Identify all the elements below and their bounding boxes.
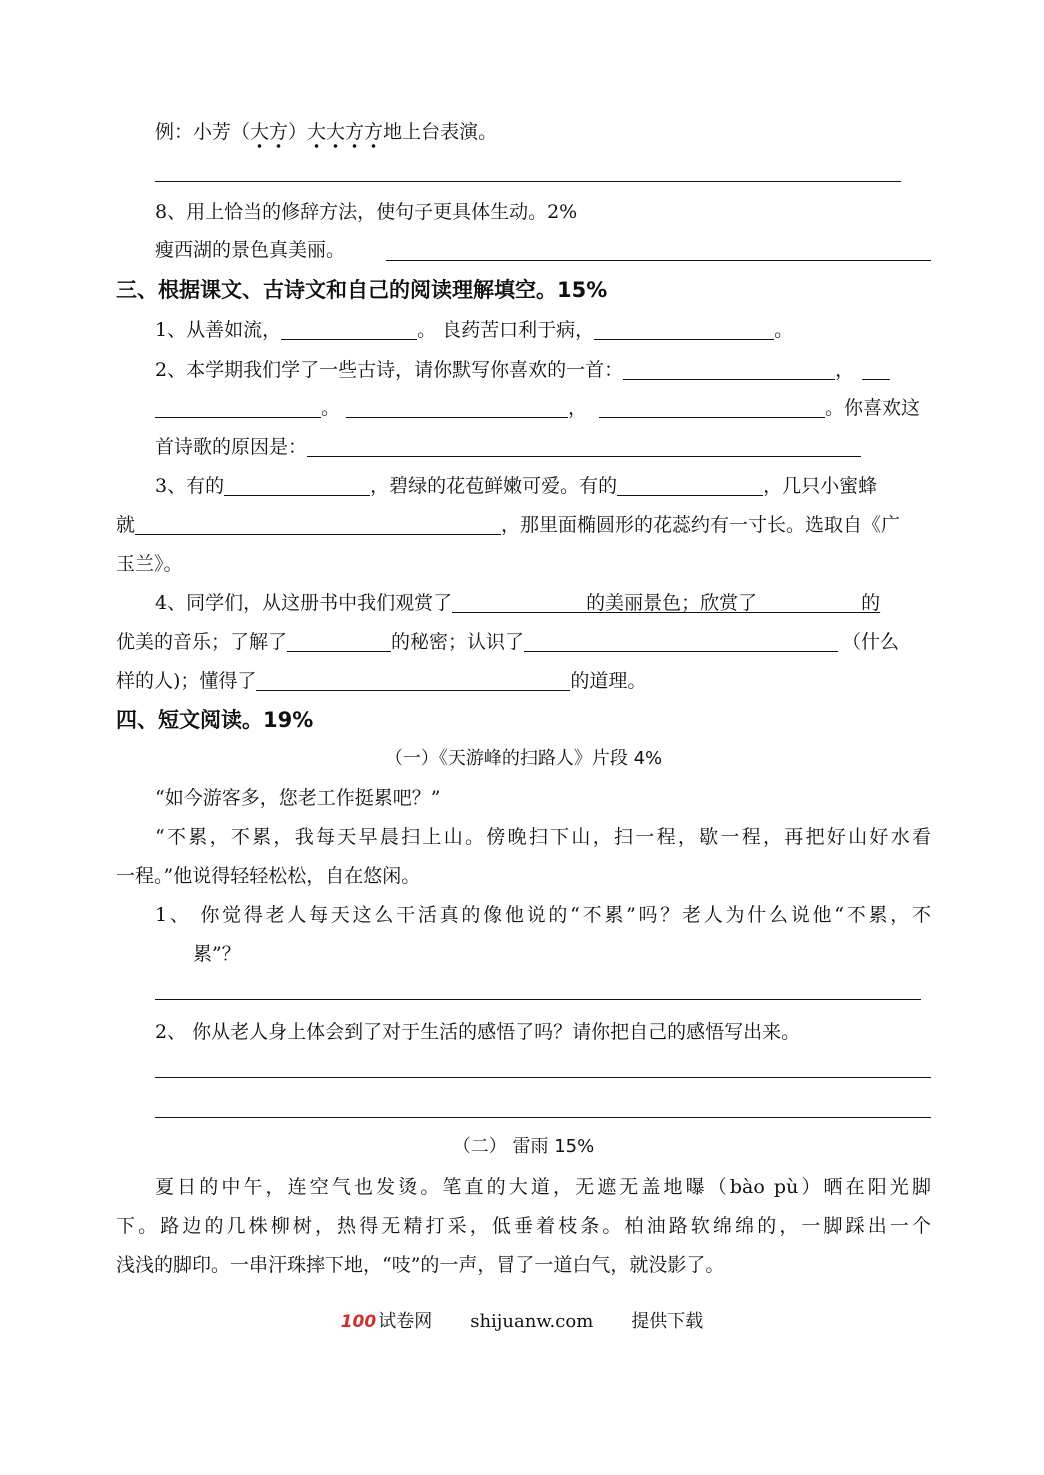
blank[interactable] xyxy=(862,353,890,380)
blank[interactable] xyxy=(155,391,321,418)
blank[interactable] xyxy=(224,469,370,496)
blank[interactable] xyxy=(346,391,568,418)
section-4-heading: 四、短文阅读。19% xyxy=(116,708,314,732)
blank[interactable] xyxy=(256,664,570,691)
passage-1-p2b: 一程。”他说得轻轻松松，自在悠闲。 xyxy=(116,865,421,887)
s3-q3-line1: 3、有的 ，碧绿的花苞鲜嫩可爱。有的 ，几只小蜜蜂 xyxy=(155,466,931,506)
blank[interactable] xyxy=(287,625,391,652)
passage-1-p1: “如今游客多，您老工作挺累吧？” xyxy=(155,787,441,809)
blank[interactable] xyxy=(757,586,861,613)
passage-2-line2: 下。路边的几株柳树，热得无精打采，低垂着枝条。柏油路软绵绵的，一脚踩出一个 xyxy=(116,1215,931,1237)
blank[interactable] xyxy=(594,313,774,340)
blank[interactable] xyxy=(135,508,501,535)
footer-suffix: 提供下载 xyxy=(631,1311,704,1332)
passage-1-title: （一）《天游峰的扫路人》片段 4% xyxy=(384,748,663,769)
blank[interactable] xyxy=(281,313,417,340)
s3-q2-line1: 2、本学期我们学了一些古诗，请你默写你喜欢的一首： ， xyxy=(155,350,931,390)
s3-q3-line2: 就 ，那里面椭圆形的花蕊约有一寸长。选取自《广 xyxy=(116,505,931,545)
s3-q1: 1、从善如流， 。 良药苦口利于病， 。 xyxy=(155,310,931,350)
s3-q2-line2: 。 ， 。你喜欢这 xyxy=(155,388,931,428)
passage-1-q1b: 累”？ xyxy=(193,943,241,965)
s3-q2-line3: 首诗歌的原因是： xyxy=(155,427,931,467)
answer-line[interactable] xyxy=(155,181,901,182)
blank[interactable] xyxy=(452,586,586,613)
passage-1-q2: 2、 你从老人身上体会到了对于生活的感悟了吗？请你把自己的感悟写出来。 xyxy=(155,1021,801,1043)
q8-label: 8、用上恰当的修辞方法，使句子更具体生动。2% xyxy=(155,201,578,223)
answer-line[interactable] xyxy=(155,1117,931,1118)
q8-sentence-line: 瘦西湖的景色真美丽。 xyxy=(155,239,346,261)
example-line: 例：小芳（大方）大大方方地上台表演。 xyxy=(155,112,931,152)
answer-line[interactable] xyxy=(155,999,921,1000)
passage-1-q1a: 1、 你觉得老人每天这么干活真的像他说的“不累”吗？老人为什么说他“不累，不 xyxy=(155,904,931,926)
blank[interactable] xyxy=(599,391,825,418)
s3-q4-line2: 优美的音乐；了解了 的秘密；认识了 （什么 xyxy=(116,622,931,662)
blank[interactable] xyxy=(623,353,835,380)
site-domain[interactable]: shijuanw.com xyxy=(470,1311,594,1332)
footer xyxy=(0,1305,1044,1339)
answer-line[interactable] xyxy=(155,1077,931,1078)
s3-q4-line1: 4、同学们，从这册书中我们观赏了 的美丽景色；欣赏了 的 xyxy=(155,583,931,623)
dotted-word-dup: 大大方方 xyxy=(307,112,383,152)
passage-2-title: （二） 雷雨 15% xyxy=(452,1136,595,1157)
passage-2-line3: 浅浅的脚印。一串汗珠摔下地，“吱”的一声，冒了一道白气，就没影了。 xyxy=(116,1254,725,1276)
answer-line[interactable] xyxy=(386,260,931,261)
passage-1-p2a: “不累，不累，我每天早晨扫上山。傍晚扫下山，扫一程，歇一程，再把好山好水看 xyxy=(155,826,931,848)
s3-q4-line3: 样的人)；懂得了 的道理。 xyxy=(116,661,931,701)
blank[interactable] xyxy=(524,625,838,652)
site-name: 试卷网 xyxy=(378,1311,433,1332)
blank[interactable] xyxy=(307,430,861,457)
blank[interactable] xyxy=(617,469,763,496)
dotted-word: 大方 xyxy=(250,112,288,152)
passage-2-line1: 夏日的中午，连空气也发烫。笔直的大道，无遮无盖地曝（bào pù）晒在阳光脚 xyxy=(155,1176,931,1198)
site-logo: 100 xyxy=(340,1312,377,1332)
s3-q3-line3: 玉兰》。 xyxy=(116,553,183,575)
section-3-heading: 三、根据课文、古诗文和自己的阅读理解填空。15% xyxy=(116,278,608,302)
